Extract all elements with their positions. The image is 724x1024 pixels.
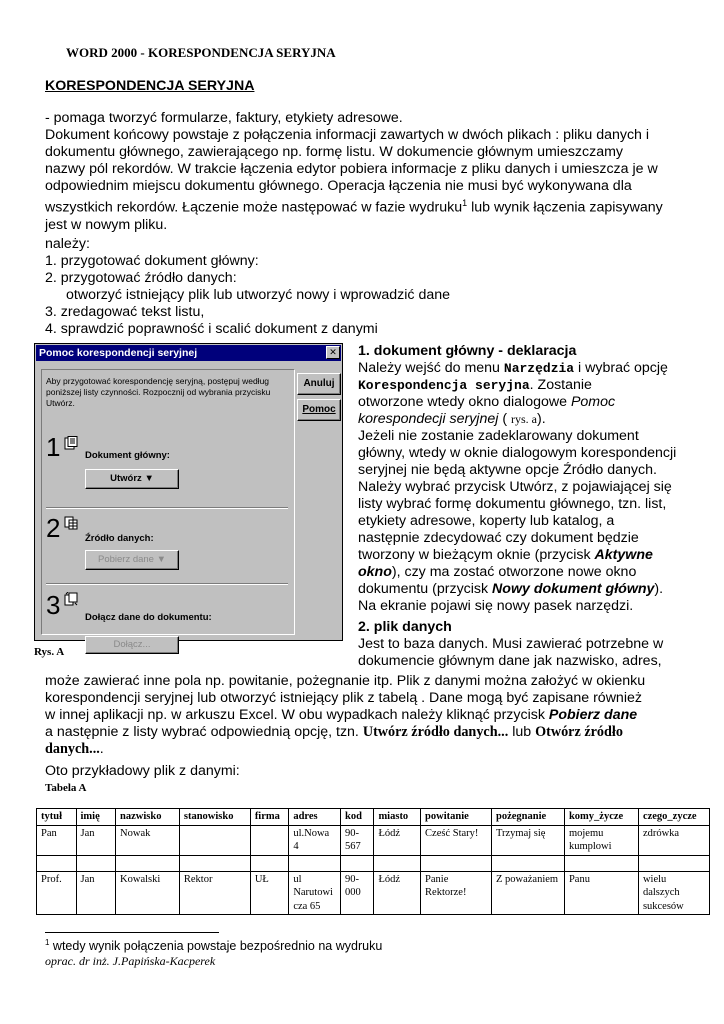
steps-lead: należy: xyxy=(45,236,90,252)
step-item: 1. przygotować dokument główny: xyxy=(45,253,259,269)
option-name: danych... xyxy=(45,741,100,757)
table-cell: 90-567 xyxy=(341,825,374,855)
step2-number: 2 xyxy=(46,513,61,543)
divider xyxy=(46,507,288,509)
dialog-name: Pomoc xyxy=(570,394,616,410)
step-item: 4. sprawdzić poprawność i scalić dokument z danymi xyxy=(45,321,378,337)
table-cell: Z poważaniem xyxy=(491,871,564,915)
figure-caption: Rys. A xyxy=(34,646,65,658)
text-line: następnie zdecydować czy dokument będzie xyxy=(358,530,639,546)
dialog-instructions: Aby przygotować korespondencję seryjną, postępuj według poniższej listy czynności. Rozpocznij od wybrania przycisku Utwórz. xyxy=(46,376,271,408)
text: ). xyxy=(536,411,546,427)
intro-line: odpowiednim miejscu dokumentu głównego. Operacja łączenia nie musi być wykonywana dla xyxy=(45,178,632,194)
merge-button[interactable]: Dołącz... xyxy=(85,636,179,654)
table-cell: mojemu kumplowi xyxy=(564,825,638,855)
text: . Zostanie xyxy=(529,377,592,393)
table-cell: Łódź xyxy=(374,825,421,855)
text-line: dokumencie głównym dane jak nazwisko, adres, xyxy=(358,653,662,669)
close-icon[interactable]: ✕ xyxy=(326,346,340,359)
table-cell: Pan xyxy=(37,825,77,855)
table-cell: Jan xyxy=(76,871,116,915)
text: ( xyxy=(498,411,511,427)
table-cell: wielu dalszych sukcesów xyxy=(638,871,709,915)
intro-paragraph xyxy=(45,110,695,234)
text: lub xyxy=(508,724,536,740)
table-cell: Kowalski xyxy=(116,871,180,915)
footnote-divider xyxy=(45,932,219,933)
author: oprac. dr inż. J.Papińska-Kacperek xyxy=(45,954,216,968)
text-line: może zawierać inne pola np. powitanie, pożegnanie itp. Plik z danymi można założyć w okienku xyxy=(45,673,646,689)
text-line xyxy=(358,547,698,564)
footnote-text: wtedy wynik połączenia powstaje bezpośrednio na wydruku xyxy=(49,939,383,954)
button-name: Nowy dokument główny xyxy=(492,581,655,597)
table-cell xyxy=(341,855,374,871)
table-cell xyxy=(421,855,492,871)
text: i wybrać opcję xyxy=(574,360,668,376)
footnote xyxy=(45,938,382,953)
column-header: czego_zycze xyxy=(638,809,709,826)
text-line xyxy=(358,360,698,377)
table-cell: Nowak xyxy=(116,825,180,855)
text-line: Należy wybrać przycisk Utwórz, z pojawiającej się xyxy=(358,479,672,495)
table-cell: ul Narutowi cza 65 xyxy=(289,871,341,915)
column-header: komy_życze xyxy=(564,809,638,826)
get-data-button[interactable]: Pobierz dane ▼ xyxy=(85,550,179,570)
table-cell: Panie Rektorze! xyxy=(421,871,492,915)
table-cell xyxy=(116,855,180,871)
table-cell xyxy=(374,855,421,871)
text-line xyxy=(45,741,700,758)
column-header: nazwisko xyxy=(116,809,180,826)
step1-number: 1 xyxy=(46,432,61,462)
text-line: główny, wtedy w oknie dialogowym korespondencji xyxy=(358,445,677,461)
text-line: Oto przykładowy plik z danymi: xyxy=(45,763,240,779)
column-header: miasto xyxy=(374,809,421,826)
option-name: Korespondencja seryjna xyxy=(358,378,530,393)
intro-text: lub wynik łączenia zapisywany xyxy=(467,199,663,216)
table-cell: Rektor xyxy=(179,871,250,915)
column-header: pożegnanie xyxy=(491,809,564,826)
text: Należy wejść do menu xyxy=(358,360,504,376)
section-heading: 2. plik danych xyxy=(358,619,452,635)
column-header: imię xyxy=(76,809,116,826)
text-line xyxy=(358,581,698,598)
divider xyxy=(46,583,288,585)
text: w innej aplikacji np. w arkuszu Excel. W obu wypadkach należy kliknąć przycisk xyxy=(45,707,549,723)
table-row xyxy=(37,855,710,871)
step3-label: Dołącz dane do dokumentu: xyxy=(85,612,212,623)
column-header: adres xyxy=(289,809,341,826)
step1-label: Dokument główny: xyxy=(85,450,170,461)
table-cell: ul.Nowa 4 xyxy=(289,825,341,855)
dialog-panel xyxy=(41,369,295,650)
data-file-paragraph xyxy=(45,673,700,780)
section-main-document xyxy=(358,343,698,670)
text-line xyxy=(358,411,698,428)
data-source-icon xyxy=(64,516,78,530)
column-header: tytuł xyxy=(37,809,77,826)
table-cell xyxy=(37,855,77,871)
text-line xyxy=(358,377,698,394)
merge-icon xyxy=(64,592,78,606)
table-cell xyxy=(638,855,709,871)
text-line xyxy=(45,724,700,741)
table-cell xyxy=(179,855,250,871)
table-cell xyxy=(564,855,638,871)
text-line: seryjnej nie będą aktywne opcje Źródło danych. xyxy=(358,462,657,478)
table-cell xyxy=(76,855,116,871)
table-caption: Tabela A xyxy=(45,782,87,794)
text-line: korespondencji seryjnej lub otworzyć istniejący plik z tabelą . Dane mogą być zapisane również xyxy=(45,690,642,706)
table-cell: Łódź xyxy=(374,871,421,915)
step2-label: Źródło danych: xyxy=(85,533,154,544)
intro-line: dokumentu głównego, zawierającego np. formę listu. W dokumencie głównym umieszczamy xyxy=(45,144,624,160)
step-item: 2. przygotować źródło danych: xyxy=(45,270,237,286)
text-line: etykiety adresowe, koperty lub katalog, a xyxy=(358,513,615,529)
intro-line: - pomaga tworzyć formularze, faktury, etykiety adresowe. xyxy=(45,110,403,126)
table-cell xyxy=(491,855,564,871)
text: a następnie z listy wybrać odpowiednią opcję, tzn. xyxy=(45,724,363,740)
button-name: Aktywne xyxy=(594,547,653,563)
table-cell: Prof. xyxy=(37,871,77,915)
text-line xyxy=(358,564,698,581)
table-cell xyxy=(289,855,341,871)
help-button[interactable]: Pomoc xyxy=(297,399,341,421)
option-name: Otwórz źródło xyxy=(535,724,623,740)
step-subitem: otworzyć istniejący plik lub utworzyć nowy i wprowadzić dane xyxy=(66,287,451,303)
intro-text: wszystkich rekordów. Łączenie może następować w fazie wydruku xyxy=(45,199,463,216)
document-icon xyxy=(64,436,78,450)
table-header-row xyxy=(37,809,710,826)
steps-list xyxy=(45,236,695,338)
column-header: firma xyxy=(250,809,289,826)
table-cell: 90-000 xyxy=(341,871,374,915)
text-line: Jeżeli nie zostanie zadeklarowany dokument xyxy=(358,428,639,444)
text-line xyxy=(358,394,698,411)
column-header: powitanie xyxy=(421,809,492,826)
text: otworzone wtedy okno dialogowe xyxy=(358,394,571,410)
text-line: listy wybrać formę dokumentu głównego, tzn. list, xyxy=(358,496,667,512)
step-item: 3. zredagować tekst listu, xyxy=(45,304,205,320)
text: ), czy ma zostać otworzone nowe okno xyxy=(391,564,637,580)
menu-name: Narzędzia xyxy=(503,361,575,376)
table-row xyxy=(37,825,710,855)
section-heading: 1. dokument główny - deklaracja xyxy=(358,343,577,359)
table-cell: zdrówka xyxy=(638,825,709,855)
button-name: okno xyxy=(358,564,392,580)
intro-line: Dokument końcowy powstaje z połączenia informacji zawartych w dwóch plikach : pliku danych i xyxy=(45,127,650,143)
table-cell: Cześć Stary! xyxy=(421,825,492,855)
option-name: Utwórz źródło danych... xyxy=(362,724,509,740)
mail-merge-dialog xyxy=(34,343,343,650)
cancel-button[interactable]: Anuluj xyxy=(297,373,341,395)
table-cell xyxy=(250,855,289,871)
footnote-ref: 1 xyxy=(462,198,468,208)
text: tworzony w bieżącym oknie (przycisk xyxy=(358,547,595,563)
text-line: Jest to baza danych. Musi zawierać potrzebne w xyxy=(358,636,664,652)
table-cell xyxy=(179,825,250,855)
column-header: kod xyxy=(341,809,374,826)
text-line xyxy=(45,707,700,724)
step3-number: 3 xyxy=(46,590,61,620)
column-header: stanowisko xyxy=(179,809,250,826)
dialog-title: Pomoc korespondencji seryjnej xyxy=(36,345,341,361)
intro-line xyxy=(45,195,695,217)
text: dokumentu (przycisk xyxy=(358,581,493,597)
table-cell: UŁ xyxy=(250,871,289,915)
table-cell: Jan xyxy=(76,825,116,855)
table-row xyxy=(37,871,710,915)
table-cell xyxy=(250,825,289,855)
table-body xyxy=(37,825,710,915)
footnote-number: 1 xyxy=(45,938,50,947)
text: ). xyxy=(654,581,664,597)
text-line: Na ekranie pojawi się nowy pasek narzędzi. xyxy=(358,598,634,614)
create-button[interactable]: Utwórz ▼ xyxy=(85,469,179,489)
button-name: Pobierz dane xyxy=(548,707,638,723)
figure-ref: rys. a xyxy=(510,412,537,426)
dialog-name: korespondecji seryjnej xyxy=(358,411,499,427)
section-title: KORESPONDENCJA SERYJNA xyxy=(45,78,255,94)
intro-line: jest w nowym pliku. xyxy=(45,216,168,233)
data-table xyxy=(36,808,710,915)
page-header: WORD 2000 - KORESPONDENCJA SERYJNA xyxy=(66,45,336,60)
table-cell: Trzymaj się xyxy=(491,825,564,855)
text: . xyxy=(99,741,104,757)
table-cell: Panu xyxy=(564,871,638,915)
intro-line: nazwy pól rekordów. W trakcie łączenia edytor pobiera informacje z pliku danych i umieszcza je w xyxy=(45,161,658,177)
